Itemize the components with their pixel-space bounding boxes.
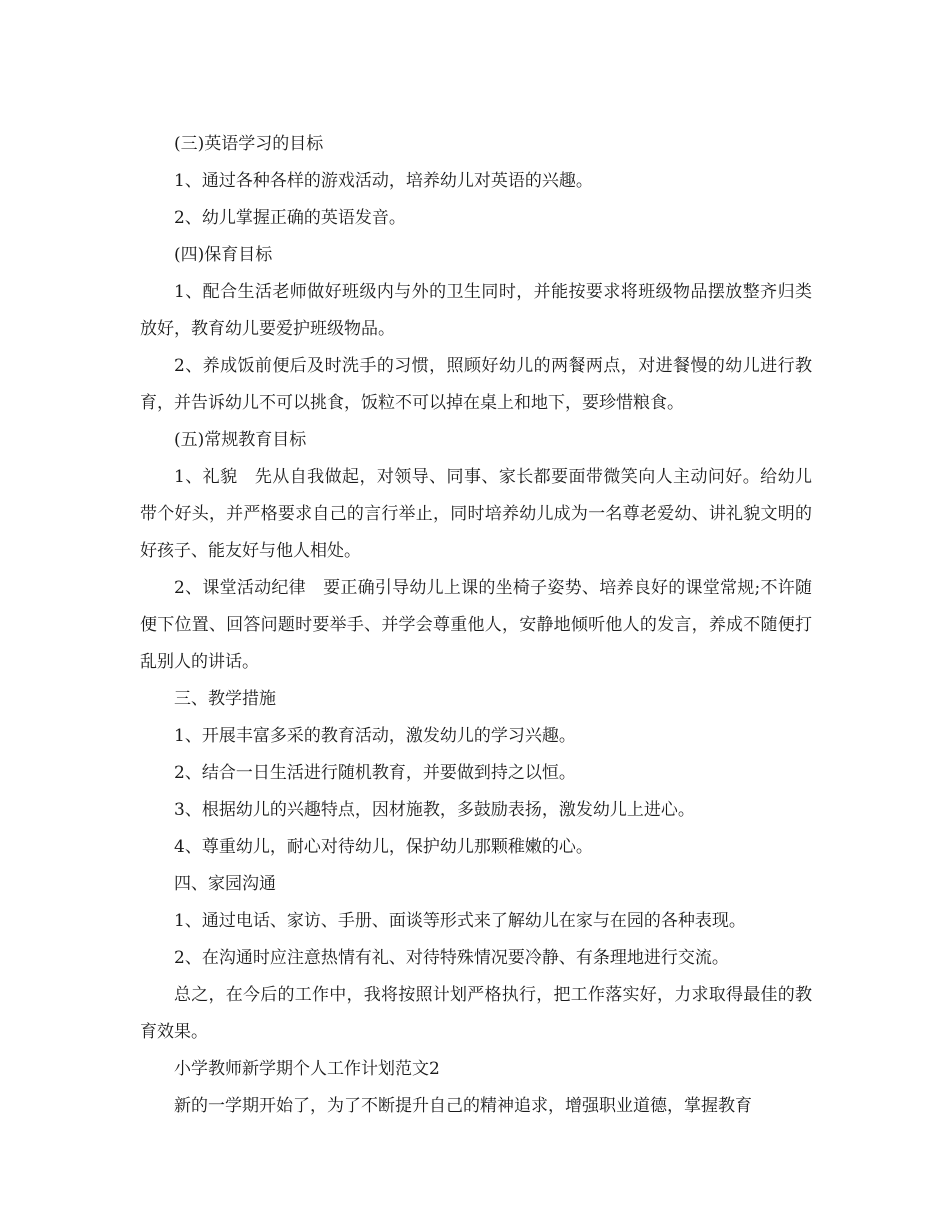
- heading-home-school-communication: 四、家园沟通: [174, 874, 276, 894]
- paragraph: 1、开展丰富多采的教育活动，激发幼儿的学习兴趣。: [174, 726, 576, 746]
- paragraph: 1、配合生活老师做好班级内与外的卫生同时，并能按要求将班级物品摆放整齐归类放好，教育幼儿要爱护班级物品。: [140, 282, 812, 339]
- paragraph: 1、通过各种各样的游戏活动，培养幼儿对英语的兴趣。: [174, 171, 593, 191]
- paragraph: 2、养成饭前便后及时洗手的习惯，照顾好幼儿的两餐两点，对进餐慢的幼儿进行教育，并告诉幼儿不可以挑食，饭粒不可以掉在桌上和地下，要珍惜粮食。: [140, 356, 812, 413]
- paragraph: 总之，在今后的工作中，我将按照计划严格执行，把工作落实好，力求取得最佳的教育效果。: [140, 985, 812, 1042]
- document-body: [140, 126, 812, 1125]
- heading-english-goals: (三)英语学习的目标: [174, 134, 324, 154]
- paragraph: 1、礼貌 先从自我做起，对领导、同事、家长都要面带微笑向人主动问好。给幼儿带个好头，并严格要求自己的言行举止，同时培养幼儿成为一名尊老爱幼、讲礼貌文明的好孩子、能友好与他人相处。: [140, 467, 812, 561]
- paragraph: 新的一学期开始了，为了不断提升自己的精神追求，增强职业道德，掌握教育: [174, 1096, 752, 1116]
- paragraph: 2、结合一日生活进行随机教育，并要做到持之以恒。: [174, 763, 576, 783]
- paragraph: 2、在沟通时应注意热情有礼、对待特殊情况要冷静、有条理地进行交流。: [174, 948, 729, 968]
- heading-care-goals: (四)保育目标: [174, 245, 273, 265]
- heading-teaching-measures: 三、教学措施: [174, 689, 276, 709]
- heading-routine-goals: (五)常规教育目标: [174, 430, 307, 450]
- section-title: 小学教师新学期个人工作计划范文2: [174, 1059, 440, 1079]
- paragraph: 2、课堂活动纪律 要正确引导幼儿上课的坐椅子姿势、培养良好的课堂常规;不许随便下位置、回答问题时要举手、并学会尊重他人，安静地倾听他人的发言，养成不随便打乱别人的讲话。: [140, 578, 812, 672]
- paragraph: 3、根据幼儿的兴趣特点，因材施教，多鼓励表扬，激发幼儿上进心。: [174, 800, 695, 820]
- paragraph: 4、尊重幼儿，耐心对待幼儿，保护幼儿那颗稚嫩的心。: [174, 837, 593, 857]
- paragraph: 1、通过电话、家访、手册、面谈等形式来了解幼儿在家与在园的各种表现。: [174, 911, 746, 931]
- paragraph: 2、幼儿掌握正确的英语发音。: [174, 208, 406, 228]
